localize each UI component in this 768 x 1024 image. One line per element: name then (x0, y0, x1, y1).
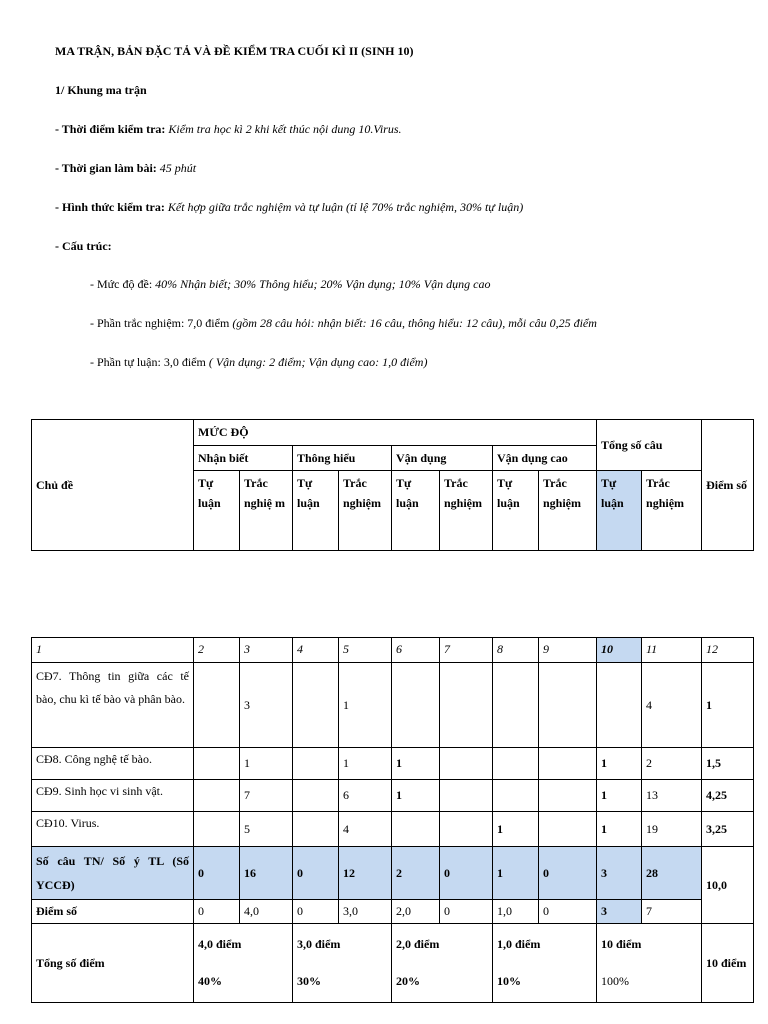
info-mc-value: (gồm 28 câu hỏi: nhận biết: 16 câu, thông hiểu: 12 câu), mỗi câu 0,25 điểm (232, 316, 597, 330)
total-cell (194, 924, 293, 1003)
total-percent: 40% (198, 974, 222, 988)
value-cell: 4,25 (702, 780, 754, 812)
index-cell: 1 (32, 638, 194, 663)
score-cell: 4,0 (240, 900, 293, 924)
value-cell: 19 (642, 812, 702, 847)
total-percent: 30% (297, 974, 321, 988)
info-essay-value: ( Vận dụng: 2 điểm; Vận dụng cao: 1,0 điểm) (208, 355, 428, 369)
info-format (55, 200, 523, 215)
topic-cell: CĐ8. Công nghệ tế bào. (32, 748, 194, 780)
value-cell (440, 748, 493, 780)
value-cell (194, 780, 240, 812)
header-essay: Tự luận (597, 471, 642, 551)
index-cell: 8 (493, 638, 539, 663)
count-cell: 16 (240, 847, 293, 900)
count-cell: 3 (597, 847, 642, 900)
header-mc: Trắc nghiệ m (240, 471, 293, 551)
header-essay: Tự luận (194, 471, 240, 551)
score-cell: 3 (597, 900, 642, 924)
table-row (32, 812, 754, 847)
header-mc: Trắc nghiệm (539, 471, 597, 551)
value-cell: 4 (339, 812, 392, 847)
value-cell (597, 663, 642, 748)
count-score: 10,0 (702, 847, 754, 924)
value-cell: 1 (392, 780, 440, 812)
value-cell: 13 (642, 780, 702, 812)
score-cell: 0 (539, 900, 597, 924)
count-cell: 0 (440, 847, 493, 900)
info-format-value: Kết hợp giữa trắc nghiệm và tự luận (tỉ lệ 70% trắc nghiệm, 30% tự luận) (167, 200, 524, 214)
value-cell (493, 663, 539, 748)
score-cell: 0 (293, 900, 339, 924)
value-cell (440, 663, 493, 748)
score-cell: 2,0 (392, 900, 440, 924)
total-label: Tổng số điểm (32, 924, 194, 1003)
value-cell (392, 812, 440, 847)
total-percent: 10% (497, 974, 521, 988)
header-mc: Trắc nghiệm (440, 471, 493, 551)
total-cell (293, 924, 392, 1003)
value-cell: 2 (642, 748, 702, 780)
table-row (32, 663, 754, 748)
total-points: 1,0 điểm (497, 937, 541, 951)
count-cell: 2 (392, 847, 440, 900)
value-cell (293, 812, 339, 847)
total-final: 10 điểm (702, 924, 754, 1003)
total-cell (392, 924, 493, 1003)
header-score: Điểm số (702, 420, 754, 551)
value-cell (539, 780, 597, 812)
index-cell: 10 (597, 638, 642, 663)
header-essay: Tự luận (493, 471, 539, 551)
value-cell: 3,25 (702, 812, 754, 847)
matrix-data-table (31, 637, 754, 1003)
header-level: MỨC ĐỘ (194, 420, 597, 446)
score-cell: 7 (642, 900, 702, 924)
table-row-count (32, 847, 754, 900)
value-cell (440, 812, 493, 847)
info-mc (90, 316, 597, 331)
info-format-label: - Hình thức kiểm tra: (55, 200, 165, 214)
value-cell (194, 812, 240, 847)
index-cell: 7 (440, 638, 493, 663)
header-know: Nhận biết (194, 446, 293, 471)
count-cell: 0 (293, 847, 339, 900)
page-title: MA TRẬN, BẢN ĐẶC TẢ VÀ ĐỀ KIỂM TRA CUỐI KÌ II (SINH 10) (55, 44, 414, 58)
header-apply-high: Vận dụng cao (493, 446, 597, 471)
score-label: Điểm số (32, 900, 194, 924)
index-cell: 11 (642, 638, 702, 663)
info-level-value: 40% Nhận biết; 30% Thông hiểu; 20% Vận dụng; 10% Vận dụng cao (155, 277, 491, 291)
score-cell: 3,0 (339, 900, 392, 924)
section-heading: 1/ Khung ma trận (55, 83, 147, 97)
total-points: 4,0 điểm (198, 937, 242, 951)
value-cell: 7 (240, 780, 293, 812)
count-label: Số câu TN/ Số ý TL (Số YCCĐ) (32, 847, 194, 900)
value-cell: 1 (392, 748, 440, 780)
info-essay-prefix: - Phần tự luận: 3,0 điểm (90, 355, 206, 369)
value-cell (440, 780, 493, 812)
total-percent: 100% (601, 974, 629, 988)
table-row (32, 748, 754, 780)
header-topic: Chủ đề (32, 420, 194, 551)
index-cell: 9 (539, 638, 597, 663)
value-cell: 4 (642, 663, 702, 748)
index-cell: 3 (240, 638, 293, 663)
value-cell (539, 748, 597, 780)
total-points: 3,0 điểm (297, 937, 341, 951)
value-cell (493, 780, 539, 812)
index-cell: 4 (293, 638, 339, 663)
table-row (32, 780, 754, 812)
value-cell: 1 (702, 663, 754, 748)
total-cell (493, 924, 597, 1003)
value-cell: 1 (597, 780, 642, 812)
info-essay (90, 355, 427, 370)
table-row-score (32, 900, 754, 924)
table-row-total (32, 924, 754, 1003)
value-cell: 1 (339, 748, 392, 780)
value-cell (293, 780, 339, 812)
matrix-header-table (31, 419, 754, 551)
total-percent: 20% (396, 974, 420, 988)
value-cell (194, 748, 240, 780)
total-points: 2,0 điểm (396, 937, 440, 951)
count-cell: 0 (194, 847, 240, 900)
info-mc-prefix: - Phần trắc nghiệm: 7,0 điểm (90, 316, 230, 330)
count-cell: 28 (642, 847, 702, 900)
value-cell: 1,5 (702, 748, 754, 780)
score-cell: 0 (194, 900, 240, 924)
index-cell: 2 (194, 638, 240, 663)
total-cell (597, 924, 702, 1003)
value-cell: 1 (240, 748, 293, 780)
info-exam-time-value: Kiểm tra học kì 2 khi kết thúc nội dung 10.Virus. (168, 122, 402, 136)
info-duration (55, 161, 196, 176)
value-cell (539, 812, 597, 847)
score-cell: 0 (440, 900, 493, 924)
info-exam-time-label: - Thời điểm kiểm tra: (55, 122, 166, 136)
value-cell: 1 (493, 812, 539, 847)
value-cell (194, 663, 240, 748)
value-cell (539, 663, 597, 748)
value-cell (293, 748, 339, 780)
topic-cell: CĐ10. Virus. (32, 812, 194, 847)
info-level-prefix: - Mức độ đề: (90, 277, 153, 291)
index-cell: 12 (702, 638, 754, 663)
index-cell: 5 (339, 638, 392, 663)
count-cell: 0 (539, 847, 597, 900)
info-level (90, 277, 490, 292)
header-apply: Vận dụng (392, 446, 493, 471)
header-mc: Trắc nghiệm (339, 471, 392, 551)
count-cell: 12 (339, 847, 392, 900)
value-cell: 3 (240, 663, 293, 748)
info-structure-label: - Cấu trúc: (55, 239, 112, 253)
score-cell: 1,0 (493, 900, 539, 924)
table-row-index (32, 638, 754, 663)
info-duration-value: 45 phút (159, 161, 197, 175)
value-cell: 1 (597, 748, 642, 780)
value-cell: 1 (597, 812, 642, 847)
topic-cell: CĐ7. Thông tin giữa các tế bào, chu kì tế bào và phân bào. (32, 663, 194, 748)
value-cell (493, 748, 539, 780)
value-cell: 5 (240, 812, 293, 847)
value-cell (392, 663, 440, 748)
value-cell (293, 663, 339, 748)
count-cell: 1 (493, 847, 539, 900)
header-understand: Thông hiểu (293, 446, 392, 471)
header-essay: Tự luận (293, 471, 339, 551)
index-cell: 6 (392, 638, 440, 663)
header-mc: Trắc nghiệm (642, 471, 702, 551)
header-essay: Tự luận (392, 471, 440, 551)
info-exam-time (55, 122, 402, 137)
topic-cell: CĐ9. Sinh học vi sinh vật. (32, 780, 194, 812)
value-cell: 6 (339, 780, 392, 812)
value-cell: 1 (339, 663, 392, 748)
total-points: 10 điểm (601, 937, 642, 951)
info-duration-label: - Thời gian làm bài: (55, 161, 157, 175)
header-total-questions: Tổng số câu (597, 420, 702, 471)
